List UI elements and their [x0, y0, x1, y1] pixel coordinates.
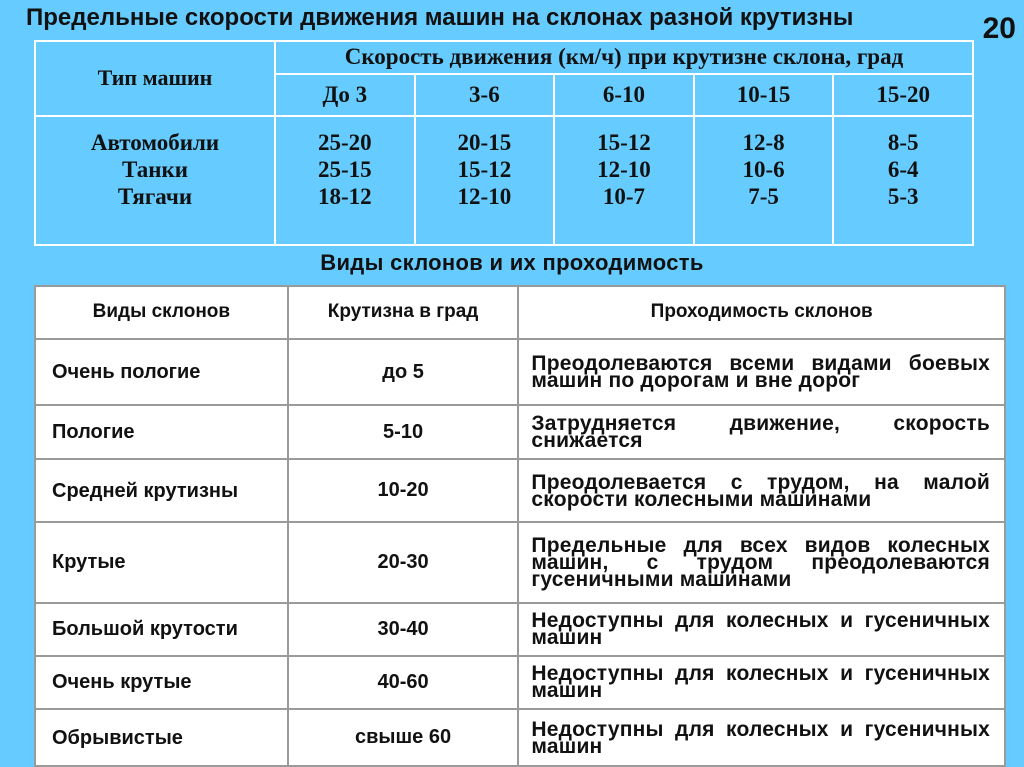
slope-passability: Недоступны для колесных и гусеничных машин: [518, 603, 1005, 656]
slope-angle: 10-20: [288, 459, 519, 522]
speed-value: 7-5: [748, 183, 779, 209]
column-header: Виды склонов: [35, 286, 288, 339]
vehicle-name: Автомобили: [90, 129, 220, 155]
speed-value: 12-10: [597, 156, 651, 182]
slope-angle: 5-10: [288, 405, 519, 459]
slope-kind: Очень крутые: [35, 656, 288, 710]
vehicle-type-header: Тип машин: [35, 41, 275, 116]
angle-range-header: 15-20: [833, 74, 973, 116]
slope-kind: Пологие: [35, 405, 288, 459]
page-title: Предельные скорости движения машин на склонах разной крутизны: [26, 4, 854, 31]
speed-cell: [415, 116, 555, 245]
speed-value: 6-4: [887, 156, 919, 182]
angle-range-header: 6-10: [554, 74, 694, 116]
column-header: Крутизна в град: [288, 286, 519, 339]
table-row: [35, 709, 1005, 766]
slope-angle: свыше 60: [288, 709, 519, 766]
angle-range-header: 10-15: [694, 74, 834, 116]
column-header: Проходимость склонов: [518, 286, 1005, 339]
speed-table: [34, 40, 974, 246]
speed-cell: [554, 116, 694, 245]
slope-kind: Обрывистые: [35, 709, 288, 766]
table-row: [35, 405, 1005, 459]
angle-range-header: До 3: [275, 74, 415, 116]
slope-passability: Затрудняется движение, скорость снижается: [518, 405, 1005, 459]
table-row: [35, 522, 1005, 603]
slope-passability: Преодолеваются всеми видами боевых машин по дорогам и вне дорог: [518, 339, 1005, 406]
slope-kind: Средней крутизны: [35, 459, 288, 522]
speed-value: 15-12: [597, 129, 651, 155]
vehicle-list: [35, 116, 275, 245]
speed-header: Скорость движения (км/ч) при крутизне склона, град: [275, 41, 973, 74]
table-row: [35, 603, 1005, 656]
table-row: [35, 339, 1005, 406]
speed-cell: [833, 116, 973, 245]
slope-angle: 20-30: [288, 522, 519, 603]
slope-passability: Преодолевается с трудом, на малой скорости колесными машинами: [518, 459, 1005, 522]
speed-value: 5-3: [887, 183, 919, 209]
slope-kind: Крутые: [35, 522, 288, 603]
slope-passability: Предельные для всех видов колесных машин, с трудом преодолеваются гусеничными машинами: [518, 522, 1005, 603]
angle-range-header: 3-6: [415, 74, 555, 116]
speed-value: 15-12: [457, 156, 512, 182]
vehicle-name: Тягачи: [117, 183, 193, 209]
slope-kind: Большой крутости: [35, 603, 288, 656]
speed-value: 18-12: [317, 183, 372, 209]
speed-cell: [275, 116, 415, 245]
speed-value: 10-6: [742, 156, 785, 182]
slope-passability: Недоступны для колесных и гусеничных машин: [518, 709, 1005, 766]
speed-value: 12-8: [742, 129, 785, 155]
speed-value: 10-7: [602, 183, 646, 209]
speed-value: 25-15: [317, 156, 372, 182]
speed-value: 8-5: [887, 129, 919, 155]
slope-angle: 40-60: [288, 656, 519, 710]
vehicle-name: Танки: [121, 156, 189, 182]
slope-angle: 30-40: [288, 603, 519, 656]
speed-value: 12-10: [457, 183, 512, 209]
slide-number: 20: [982, 12, 1016, 45]
speed-value: 25-20: [317, 129, 372, 155]
slopes-table: [34, 285, 1006, 767]
section-subtitle: Виды склонов и их проходимость: [320, 250, 704, 275]
speed-value: 20-15: [457, 129, 512, 155]
table-row: [35, 656, 1005, 710]
speed-cell: [694, 116, 834, 245]
slope-angle: до 5: [288, 339, 519, 406]
table-row: [35, 459, 1005, 522]
slope-passability: Недоступны для колесных и гусеничных машин: [518, 656, 1005, 710]
slope-kind: Очень пологие: [35, 339, 288, 406]
